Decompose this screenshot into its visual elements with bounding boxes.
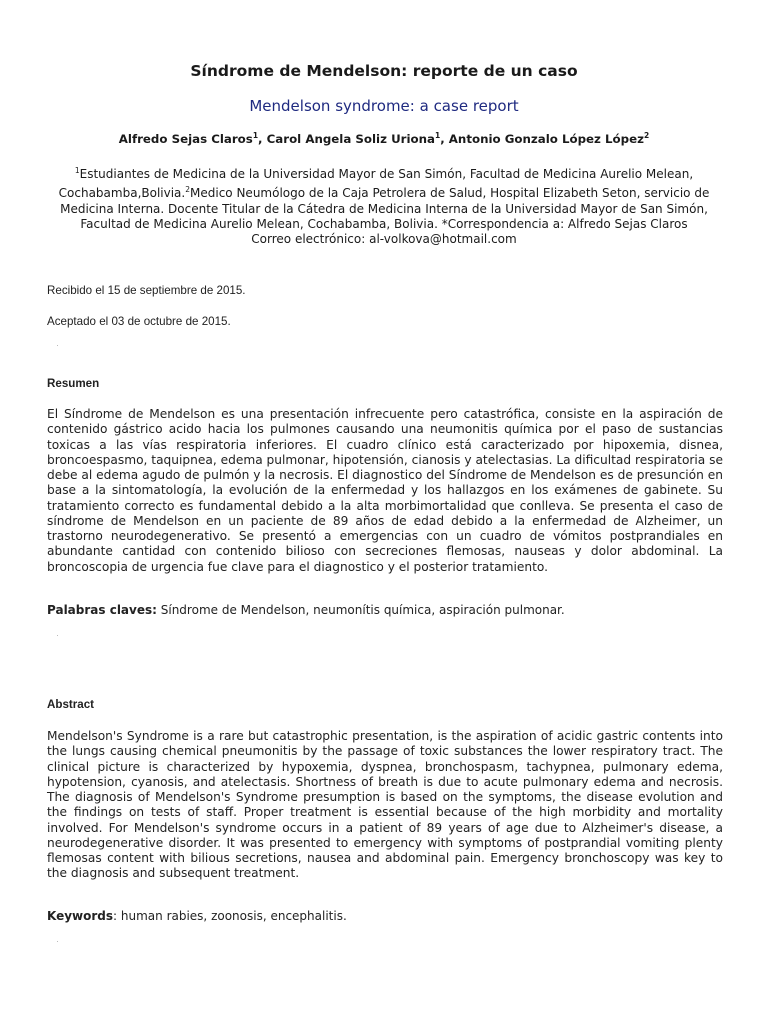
- author-affiliation-number: 1: [252, 131, 259, 140]
- article-subtitle: Mendelson syndrome: a case report: [249, 97, 519, 115]
- author-separator: ,: [258, 131, 267, 146]
- keywords-label: Palabras claves:: [47, 603, 157, 617]
- affiliations: [46, 163, 722, 247]
- spacer-dot: [57, 345, 58, 346]
- author-affiliation-number: 1: [434, 131, 441, 140]
- author-separator: ,: [440, 131, 449, 146]
- keywords-label: Keywords: [47, 909, 114, 923]
- affiliation-number: 2: [185, 185, 191, 195]
- resumen-body: El Síndrome de Mendelson es una presentación infrecuente pero catastrófica, consiste en la aspiración de contenido gástrico acido hacia los pulmones causando una neumonitis química por el paso de sustancias toxicas a las vías respiratoria inferiores. El cuadro clínico está caracterizado por hipoxemia, disnea, broncoespasmo, taquipnea, edema pulmonar, hipotensión, cianosis y atelectasias. La dificultad respiratoria se debe al edema agudo de pulmón y la necrosis. El diagnostico del Síndrome de Mendelson es de presunción en base a la sintomatología, la evolución de la enfermedad y los hallazgos en los exámenes de gabinete. Su tratamiento correcto es fundamental debido a la alta morbimortalidad que conlleva. Se presenta el caso de síndrome de Mendelson en un paciente de 89 años de edad debido a la enfermedad de Alzheimer, un trastorno neurodegenerativo. Se presentó a emergencias con un cuadro de vómitos postprandiales en abundante cantidad con contenido bilioso con secreciones flemosas, nauseas y dolor abdominal. La broncoscopia de urgencia fue clave para el diagnostico y el posterior tratamiento.: [47, 407, 723, 574]
- resumen-heading: Resumen: [47, 377, 100, 390]
- article-title: Síndrome de Mendelson: reporte de un caso: [190, 62, 578, 80]
- correspondence-email: Correo electrónico: al-volkova@hotmail.com: [251, 232, 517, 247]
- author-name: Alfredo Sejas Claros: [118, 131, 253, 146]
- author-name: Antonio Gonzalo López López: [448, 131, 644, 146]
- author-name: Carol Angela Soliz Uriona: [266, 131, 435, 146]
- affiliation-text: Medico Neumólogo de la Caja Petrolera de Salud, Hospital Elizabeth Seton, servicio de Medicina Interna. Docente Titular de la Cátedra de Medicina Interna de la Universidad Mayor de San Simón, Facultad de Medicina Aurelio Melean, Cochabamba, Bolivia. *Correspondencia a: Alfredo Sejas Claros: [60, 186, 710, 231]
- spacer-dot: [57, 941, 58, 942]
- received-date: Recibido el 15 de septiembre de 2015.: [47, 284, 246, 297]
- abstract-heading: Abstract: [47, 698, 95, 711]
- abstract-keywords: [47, 909, 723, 923]
- keywords-text: Síndrome de Mendelson, neumonítis química, aspiración pulmonar.: [156, 603, 565, 617]
- affiliation-text: Estudiantes de Medicina de la Universidad Mayor de San Simón, Facultad de Medicina Aurelio Melean, Cochabamba,Bolivia.: [58, 167, 694, 201]
- spacer-dot: [57, 635, 58, 636]
- author-affiliation-number: 2: [643, 131, 650, 140]
- abstract-body: Mendelson's Syndrome is a rare but catastrophic presentation, is the aspiration of acidic gastric contents into the lungs causing chemical pneumonitis by the passage of toxic substances the lower respiratory tract. The clinical picture is characterized by hypoxemia, dyspnea, bronchospasm, tachypnea, pulmonary edema, hypotension, cyanosis, and atelectasis. Shortness of breath is due to acute pulmonary edema and necrosis. The diagnosis of Mendelson's Syndrome presumption is based on the symptoms, the disease evolution and the findings on tests of staff. Proper treatment is essential because of the high morbidity and mortality involved. For Mendelson's syndrome occurs in a patient of 89 years of age due to Alzheimer's disease, a neurodegenerative disorder. It was presented to emergency with symptoms of postprandial vomiting plenty flemosas content with bilious secretions, nausea and abdominal pain. Emergency bronchoscopy was key to the diagnosis and subsequent treatment.: [47, 729, 723, 881]
- accepted-date: Aceptado el 03 de octubre de 2015.: [47, 315, 231, 328]
- affiliation-number: 1: [74, 166, 80, 175]
- keywords-text: : human rabies, zoonosis, encephalitis.: [113, 909, 347, 923]
- resumen-keywords: [47, 603, 723, 617]
- author-list: [0, 131, 768, 146]
